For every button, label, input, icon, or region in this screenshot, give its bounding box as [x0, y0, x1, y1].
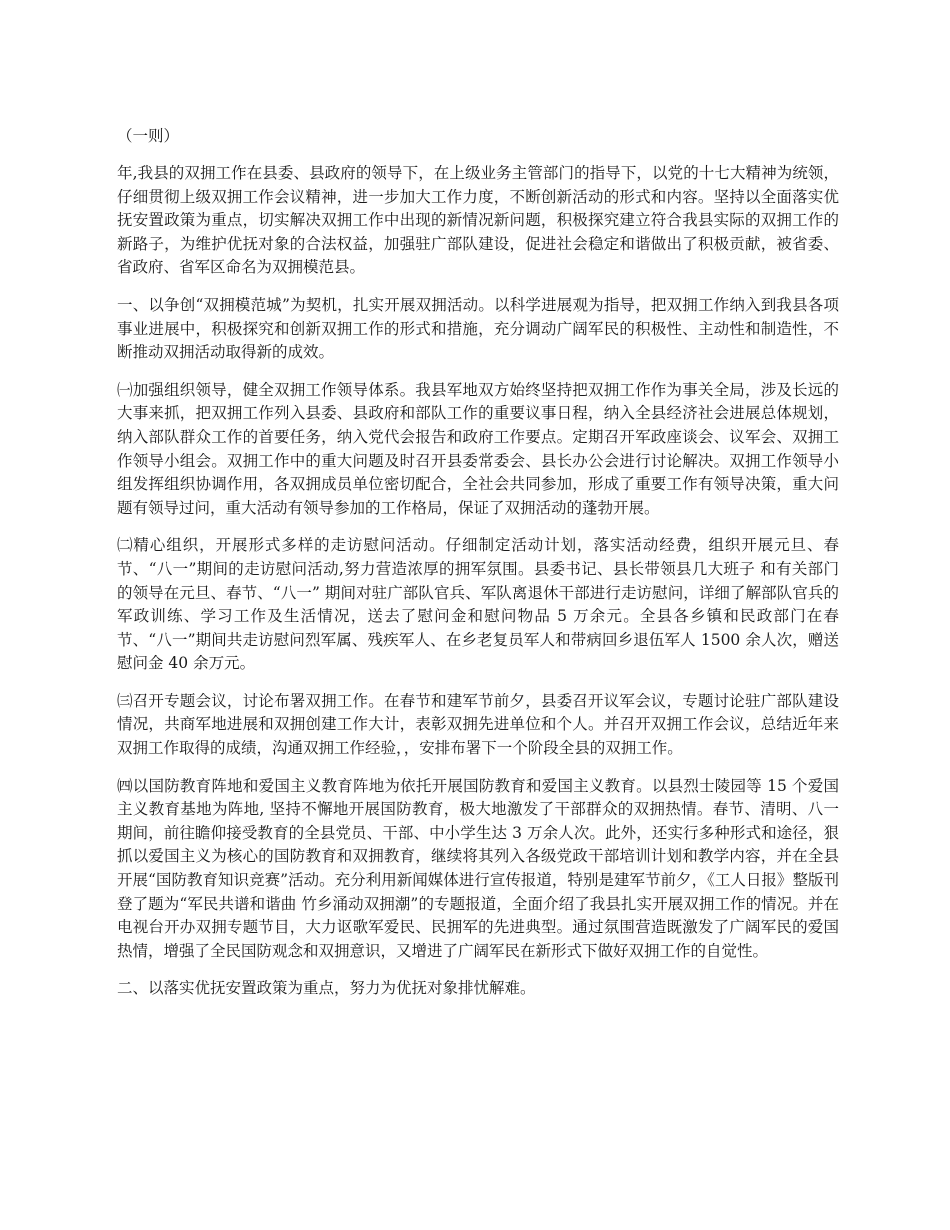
paragraph-intro: 年,我县的双拥工作在县委、县政府的领导下，在上级业务主管部门的指导下，以党的十七大精神为统领，仔细贯彻上级双拥工作会议精神，进一步加大工作力度，不断创新活动的形式和内容。坚持以全面落实优抚安置政策为重点，切实解决双拥工作中出现的新情况新问题，积极探究建立符合我县实际的双拥工作的新路子，为维护优抚对象的合法权益，加强驻广部队建设，促进社会稳定和谐做出了积极贡献，被省委、省政府、省军区命名为双拥模范县。 — [117, 164, 839, 277]
paragraph-item-4: ㈣以国防教育阵地和爱国主义教育阵地为依托开展国防教育和爱国主义教育。以县烈士陵园等 15 个爱国主义教育基地为阵地, 坚持不懈地开展国防教育，极大地激发了干部群众的双拥热情。春节、清明、八一期间，前往瞻仰接受教育的全县党员、干部、中小学生达 3 万余人次。此外，还实行多种形式和途径，狠抓以爱国主义为核心的国防教育和双拥教育，继续将其列入各级党政干部培训计划和教学内容，并在全县开展“国防教育知识竞赛”活动。充分利用新闻媒体进行宣传报道，特别是建军节前夕，《工人日报》整版刊登了题为“军民共谱和谐曲 竹乡涌动双拥潮”的专题报道，全面介绍了我县扎实开展双拥工作的情况。并在电视台开办双拥专题节目，大力讴歌军爱民、民拥军的先进典型。通过氛围营造既激发了广阔军民的爱国热情，增强了全民国防观念和双拥意识，又增进了广阔军民在新形式下做好双拥工作的自觉性。 — [117, 776, 839, 960]
document-heading: （一则） — [117, 127, 180, 145]
paragraph-item-3: ㈢召开专题会议，讨论布署双拥工作。在春节和建军节前夕，县委召开议军会议，专题讨论驻广部队建设情况，共商军地进展和双拥创建工作大计，表彰双拥先进单位和个人。并召开双拥工作会议，总结近年来双拥工作取得的成绩，沟通双拥工作经验，，安排布署下一个阶段全县的双拥工作。 — [117, 691, 839, 758]
paragraph-item-1: ㈠加强组织领导，健全双拥工作领导体系。我县军地双方始终坚持把双拥工作作为事关全局，涉及长远的大事来抓，把双拥工作列入县委、县政府和部队工作的重要议事日程，纳入全县经济社会进展总体规划，纳入部队群众工作的首要任务，纳入党代会报告和政府工作要点。定期召开军政座谈会、议军会、双拥工作领导小组会。双拥工作中的重大问题及时召开县委常委会、县长办公会进行讨论解决。双拥工作领导小组发挥组织协调作用，各双拥成员单位密切配合，全社会共同参加，形成了重要工作有领导决策，重大问题有领导过问，重大活动有领导参加的工作格局，保证了双拥活动的蓬勃开展。 — [117, 380, 839, 517]
paragraph-section-one: 一、以争创“双拥模范城”为契机，扎实开展双拥活动。以科学进展观为指导，把双拥工作纳入到我县各项事业进展中，积极探究和创新双拥工作的形式和措施，充分调动广阔军民的积极性、主动性和制造性，不断推动双拥活动取得新的成效。 — [117, 295, 839, 362]
document-page — [117, 124, 839, 1015]
paragraph-section-two: 二、以落实优抚安置政策为重点，努力为优抚对象排忧解难。 — [117, 979, 536, 998]
paragraph-item-2: ㈡精心组织，开展形式多样的走访慰问活动。仔细制定活动计划，落实活动经费，组织开展元旦、春节、“八一”期间的走访慰问活动,努力营造浓厚的拥军氛围。县委书记、县长带领县几大班子 和有关部门的领导在元旦、春节、“八一” 期间对驻广部队官兵、军队离退休干部进行走访慰问，详细了解部队官兵的军政训练、学习工作及生活情况，送去了慰问金和慰问物品 5 万余元。全县各乡镇和民政部门在春节、“八一”期间共走访慰问烈军属、残疾军人、在乡老复员军人和带病回乡退伍军人 1500 余人次，赠送慰问金 40 余万元。 — [117, 536, 839, 673]
